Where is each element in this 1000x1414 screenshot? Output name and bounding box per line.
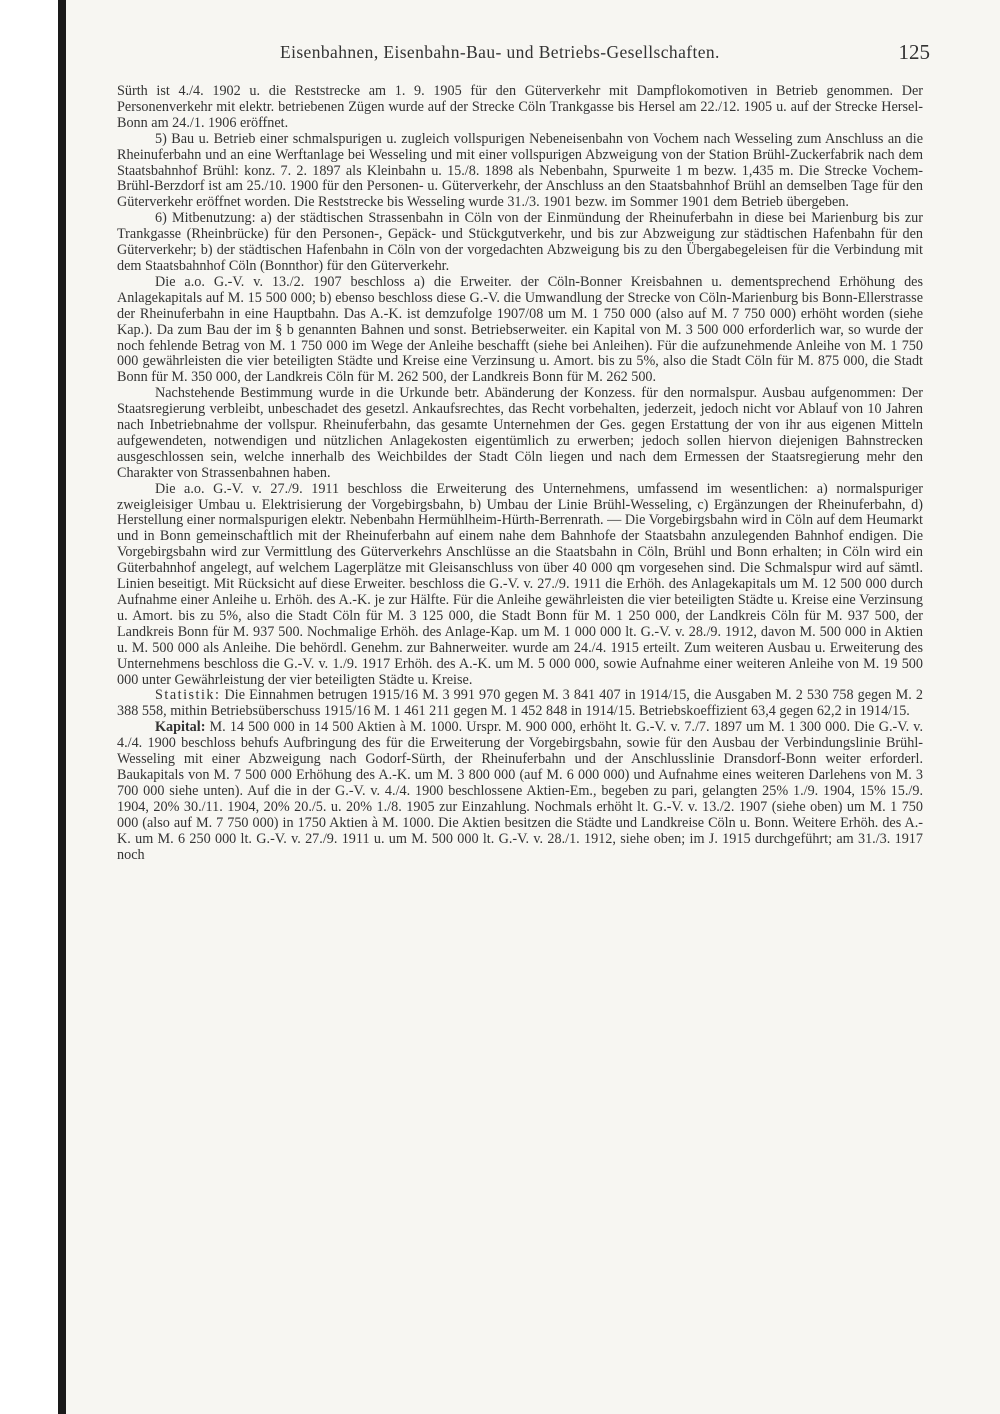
section-label-statistik: Statistik: (155, 687, 221, 704)
paragraph-text: Die a.o. G.-V. v. 13./2. 1907 beschloss a) die Erweiter. der Cöln-Bonner Kreisbahnen u. dementsprechend Erhöhung des Anlagekapitals auf M. 15 500 000; b) ebenso beschloss diese G.-V. die Umwandlung der Strecke von Cöln-Marienburg bis Bonn-Ellerstrasse der Rheinuferbahn in eine Hauptbahn. Das A.-K. ist demzufolge 1907/08 um M. 1 750 000 (also auf M. 7 750 000) erhöht worden (siehe Kap.). Da zum Bau der im § b genannten Bahnen und sonst. Betriebserweiter. ein Kapital von M. 3 500 000 erforderlich war, so wurde der noch fehlende Betrag von M. 1 750 000 im Wege der Anleihe beschafft (siehe bei Anleihen). Für die aufzunehmende Anleihe von M. 1 750 000 gewährleisten die vier beteiligten Städte und Kreise eine Verzinsung u. Amort. bis zu 5%, also die Stadt Cöln für M. 875 000, die Stadt Bonn für M. 350 000, der Landkreis Cöln für M. 262 500, der Landkreis Bonn für M. 262 500. (117, 273, 923, 386)
binding-edge (58, 0, 66, 1414)
paragraph-statistik (117, 688, 923, 720)
page-margin (0, 0, 58, 1414)
paragraph-text: Nachstehende Bestimmung wurde in die Urkunde betr. Abänderung der Konzess. für den normalspur. Ausbau aufgenommen: Der Staatsregierung verbleibt, unbeschadet des gesetzl. Ankaufsrechtes, das Recht vorbehalten, jederzeit, jedoch nicht vor Ablauf von 10 Jahren nach Inbetriebnahme der vollspur. Rheinuferbahn, das gesamte Unternehmen der Ges. gegen Erstattung der von ihr aus eigenen Mitteln aufgewendeten, notwendigen und nützlichen Anlagekosten eigentümlich zu erwerben; jedoch sollen hiervon diejenigen Bahnstrecken ausgeschlossen sein, welche innerhalb des Weichbildes der Stadt Cöln liegen und nach dem Ermessen der Staatsregierung mehr den Charakter von Strassenbahnen haben. (117, 385, 923, 481)
paragraph-gv-1907 (117, 275, 923, 386)
paragraph-mitbenutzung (117, 211, 923, 275)
paragraph-vochem-wesseling (117, 132, 923, 212)
section-label-kapital: Kapital: (155, 719, 206, 736)
running-head: Eisenbahnen, Eisenbahn-Bau- und Betriebs-Gesellschaften. (280, 42, 720, 62)
paragraph-kapital (117, 720, 923, 863)
page-header (120, 40, 930, 70)
paragraph-bestimmung (117, 386, 923, 481)
paragraph-text: 5) Bau u. Betrieb einer schmalspurigen u. zugleich vollspurigen Nebeneisenbahn von Vochem nach Wesseling zum Anschluss an die Rheinuferbahn und an eine Werftanlage bei Wesseling und mit einer vollspurigen Abzweigung von der Station Brühl-Zuckerfabrik nach dem Staatsbahnhof Brühl: konz. 7. 2. 1897 als Kleinbahn u. 15./8. 1898 als Nebenbahn, Spurweite 1 m bezw. 1,435 m. Die Strecke Vochem-Brühl-Berzdorf ist am 25./10. 1900 für den Personen- u. Güterverkehr, der Anschluss an den Staatsbahnhof Brühl an demselben Tage für den Güterverkehr eröffnet worden. Die Reststrecke bis Wesseling wurde 31./3. 1901 bezw. im Sommer 1901 dem Betrieb übergeben. (117, 130, 923, 211)
paragraph-text: Die Einnahmen betrugen 1915/16 M. 3 991 970 gegen M. 3 841 407 in 1914/15, die Ausgaben M. 2 530 758 gegen M. 2 388 558, mithin Betriebsüberschuss 1915/16 M. 1 461 211 gegen M. 1 452 848 in 1914/15. Betriebskoeffizient 63,4 gegen 62,2 in 1914/15. (117, 687, 923, 720)
paragraph-text: M. 14 500 000 in 14 500 Aktien à M. 1000. Urspr. M. 900 000, erhöht lt. G.-V. v. 7./7. 1897 um M. 1 300 000. Die G.-V. v. 4./4. 1900 beschloss behufs Aufbringung des für die Erweiterung der Vorgebirgsbahn, sowie für den Ausbau der Verbindungslinie Brühl-Wesseling mit einer Abzweigung nach Godorf-Sürth, der Rheinuferbahn und der Anschlusslinie Dransdorf-Bonn weiter erforderl. Baukapitals von M. 7 500 000 Erhöhung des A.-K. um M. 3 800 000 (auf M. 6 000 000) und Aufnahme eines weiteren Darlehens von M. 3 700 000 siehe unten). Auf die in der G.-V. v. 4./4. 1900 beschlossene Aktien-Em., begeben zu pari, gelangten 25% 1./9. 1904, 15% 15./9. 1904, 20% 30./11. 1904, 20% 20./5. u. 20% 1./8. 1905 zur Einzahlung. Nochmals erhöht lt. G.-V. v. 13./2. 1907 (siehe oben) um M. 1 750 000 (also auf M. 7 750 000) in 1750 Aktien à M. 1000. Die Aktien besitzen die Städte und Landkreise Cöln u. Bonn. Weitere Erhöh. des A.-K. um M. 6 250 000 lt. G.-V. v. 27./9. 1911 u. um M. 500 000 lt. G.-V. v. 28./1. 1912, siehe oben; im J. 1915 durchgeführt; am 31./3. 1917 noch (117, 719, 923, 863)
paragraph-text: Sürth ist 4./4. 1902 u. die Reststrecke am 1. 9. 1905 für den Güterverkehr mit Dampflokomotiven in Betrieb genommen. Der Personenverkehr mit elektr. betriebenen Zügen wurde auf der Strecke Cöln Trankgasse bis Hersel am 22./12. 1905 u. auf der Strecke Hersel-Bonn am 24./1. 1906 eröffnet. (117, 83, 923, 131)
paragraph-gv-1911 (117, 482, 923, 689)
page-body (117, 84, 923, 863)
page-number: 125 (898, 40, 930, 64)
paragraph-text: 6) Mitbenutzung: a) der städtischen Strassenbahn in Cöln von der Einmündung der Rheinuferbahn in diese bei Marienburg bis zur Trankgasse (Rheinbrücke) für den Personen-, Gepäck- und Stückgutverkehr, und bis zur Abzweigung zur städtischen Hafenbahn für den Güterverkehr; b) der städtischen Hafenbahn in Cöln von der vorgedachten Abzweigung bis zu den Übergabegeleisen für die Verbindung mit dem Staatsbahnhof Cöln (Bonnthor) für den Güterverkehr. (117, 210, 923, 274)
paragraph-surth (117, 84, 923, 132)
paragraph-text: Die a.o. G.-V. v. 27./9. 1911 beschloss die Erweiterung des Unternehmens, umfassend im wesentlichen: a) normalspuriger zweigleisiger Umbau u. Elektrisierung der Vorgebirgsbahn, b) Umbau der Linie Brühl-Wesseling, c) Ergänzungen der Rheinuferbahn, d) Herstellung einer normalspurigen elektr. Nebenbahn Hermühlheim-Hürth-Berrenrath. — Die Vorgebirgsbahn wird in Cöln auf dem Heumarkt und in Bonn gemeinschaftlich mit der Rheinuferbahn auf einem nahe dem Bahnhofe der Staatsbahn anzulegenden Bahnhof endigen. Die Vorgebirgsbahn wird zur Vermittlung des Güterverkehrs Anschlüsse an die Staatsbahn in Cöln, Brühl und Bonn erhalten; in Cöln wird ein Güterbahnhof angelegt, auf welchem Lagerplätze mit Gleisanschluss von über 40 000 qm vorgesehen sind. Die Schmalspur wird auf sämtl. Linien beseitigt. Mit Rücksicht auf diese Erweiter. beschloss die G.-V. v. 27./9. 1911 die Erhöh. des Anlagekapitals um M. 12 500 000 durch Aufnahme einer Anleihe u. Erhöh. des A.-K. je zur Hälfte. Für die Anleihe gewährleisten die vier beteiligten Städte u. Kreise eine Verzinsung u. Amort. bis zu 5%, also die Stadt Cöln für M. 3 125 000, die Stadt Bonn für M. 1 250 000, der Landkreis Cöln für M. 937 500, der Landkreis Bonn für M. 937 500. Nochmalige Erhöh. des Anlage-Kap. um M. 1 000 000 lt. G.-V. v. 28./9. 1912, davon M. 500 000 in Aktien u. M. 500 000 als Anleihe. Die behördl. Genehm. zur Bahnerweiter. wurde am 24./4. 1915 erteilt. Zum weiteren Ausbau u. Erweiterung des Unternehmens beschloss die G.-V. v. 1./9. 1917 Erhöh. des A.-K. um M. 5 000 000, sowie Aufnahme einer weiteren Anleihe von M. 19 500 000 unter Gewährleistung der vier beteiligten Städte u. Kreise. (117, 480, 923, 688)
